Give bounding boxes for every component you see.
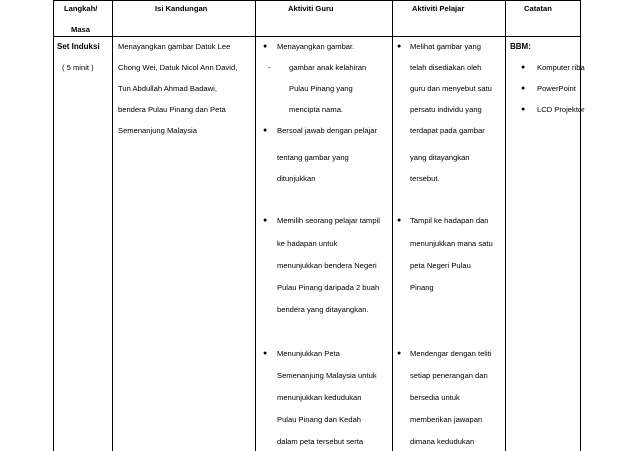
column-divider <box>112 0 113 451</box>
teacher-activity-line: Semenanjung Malaysia untuk <box>277 371 377 380</box>
header-masa: Masa <box>71 25 90 34</box>
content-line: Menayangkan gambar Datuk Lee <box>118 42 231 51</box>
header-aktiviti-guru: Aktiviti Guru <box>288 4 334 13</box>
student-activity-line: menunjukkan mana satu <box>410 239 493 248</box>
student-activity-line: guru dan menyebut satu <box>410 84 492 93</box>
header-aktiviti-pelajar: Aktiviti Pelajar <box>412 4 465 13</box>
teacher-activity-line: Bersoal jawab dengan pelajar <box>277 126 378 135</box>
dash-icon: - <box>268 63 271 72</box>
student-activity-line: telah disediakan oleh <box>410 63 482 72</box>
student-activity-line: Pinang <box>410 283 434 292</box>
column-divider <box>255 0 256 451</box>
step-time: ( 5 minit ) <box>62 63 94 72</box>
student-activity-line: Tampil ke hadapan dan <box>410 216 489 225</box>
teacher-subitem-line: Pulau Pinang yang <box>289 84 353 93</box>
teacher-activity-line: ditunjukkan <box>277 174 316 183</box>
student-activity-line: peta Negeri Pulau <box>410 261 471 270</box>
column-divider <box>505 0 506 451</box>
header-divider <box>53 36 581 37</box>
notes-item: PowerPoint <box>537 84 576 93</box>
bullet-icon: ● <box>397 217 402 224</box>
teacher-activity-line: Menunjukkan Peta <box>277 349 340 358</box>
teacher-activity-line: Menayangkan gambar. <box>277 42 355 51</box>
student-activity-line: setiap penerangan dan <box>410 371 488 380</box>
student-activity-line: yang ditayangkan <box>410 153 470 162</box>
content-line: Chong Wei, Datuk Nicol Ann David, <box>118 63 238 72</box>
header-catatan: Catatan <box>524 4 552 13</box>
bullet-icon: ● <box>397 350 402 357</box>
bullet-icon: ● <box>263 350 268 357</box>
content-line: bendera Pulau Pinang dan Peta <box>118 105 226 114</box>
bullet-icon: ● <box>521 106 526 113</box>
teacher-subitem-line: mencipta nama. <box>289 105 344 114</box>
teacher-activity-line: bendera yang ditayangkan. <box>277 305 369 314</box>
header-isi-kandungan: Isi Kandungan <box>155 4 208 13</box>
notes-item: Komputer riba <box>537 63 585 72</box>
teacher-activity-line: tentang gambar yang <box>277 153 349 162</box>
step-title: Set Induksi <box>57 42 100 51</box>
student-activity-line: tersebut. <box>410 174 440 183</box>
bullet-icon: ● <box>263 127 268 134</box>
student-activity-line: Mendengar dengan teliti <box>410 349 492 358</box>
teacher-activity-line: Pulau Pinang dan Kedah <box>277 415 362 424</box>
student-activity-line: terdapat pada gambar <box>410 126 485 135</box>
column-divider <box>392 0 393 451</box>
notes-title: BBM: <box>510 42 531 51</box>
student-activity-line: persatu individu yang <box>410 105 482 114</box>
header-langkah: Langkah/ <box>64 4 98 13</box>
content-line: Semenanjung Malaysia <box>118 126 197 135</box>
bullet-icon: ● <box>521 64 526 71</box>
teacher-activity-line: menunjukkan bendera Negeri <box>277 261 377 270</box>
teacher-activity-line: menunjukkan kedudukan <box>277 393 362 402</box>
student-activity-line: Melihat gambar yang <box>410 42 481 51</box>
bullet-icon: ● <box>263 217 268 224</box>
student-activity-line: memberikan jawapan <box>410 415 483 424</box>
teacher-activity-line: dalam peta tersebut serta <box>277 437 364 446</box>
teacher-subitem-line: gambar anak kelahiran <box>289 63 367 72</box>
table-border <box>53 0 581 1</box>
bullet-icon: ● <box>521 85 526 92</box>
student-activity-line: bersedia untuk <box>410 393 460 402</box>
student-activity-line: dimana kedudukan <box>410 437 475 446</box>
teacher-activity-line: Pulau Pinang daripada 2 buah <box>277 283 380 292</box>
table-border <box>53 0 54 451</box>
notes-item: LCD Projektor <box>537 105 585 114</box>
teacher-activity-line: Memilih seorang pelajar tampil <box>277 216 380 225</box>
teacher-activity-line: ke hadapan untuk <box>277 239 338 248</box>
content-line: Tun Abdullah Ahmad Badawi, <box>118 84 217 93</box>
bullet-icon: ● <box>263 43 268 50</box>
bullet-icon: ● <box>397 43 402 50</box>
